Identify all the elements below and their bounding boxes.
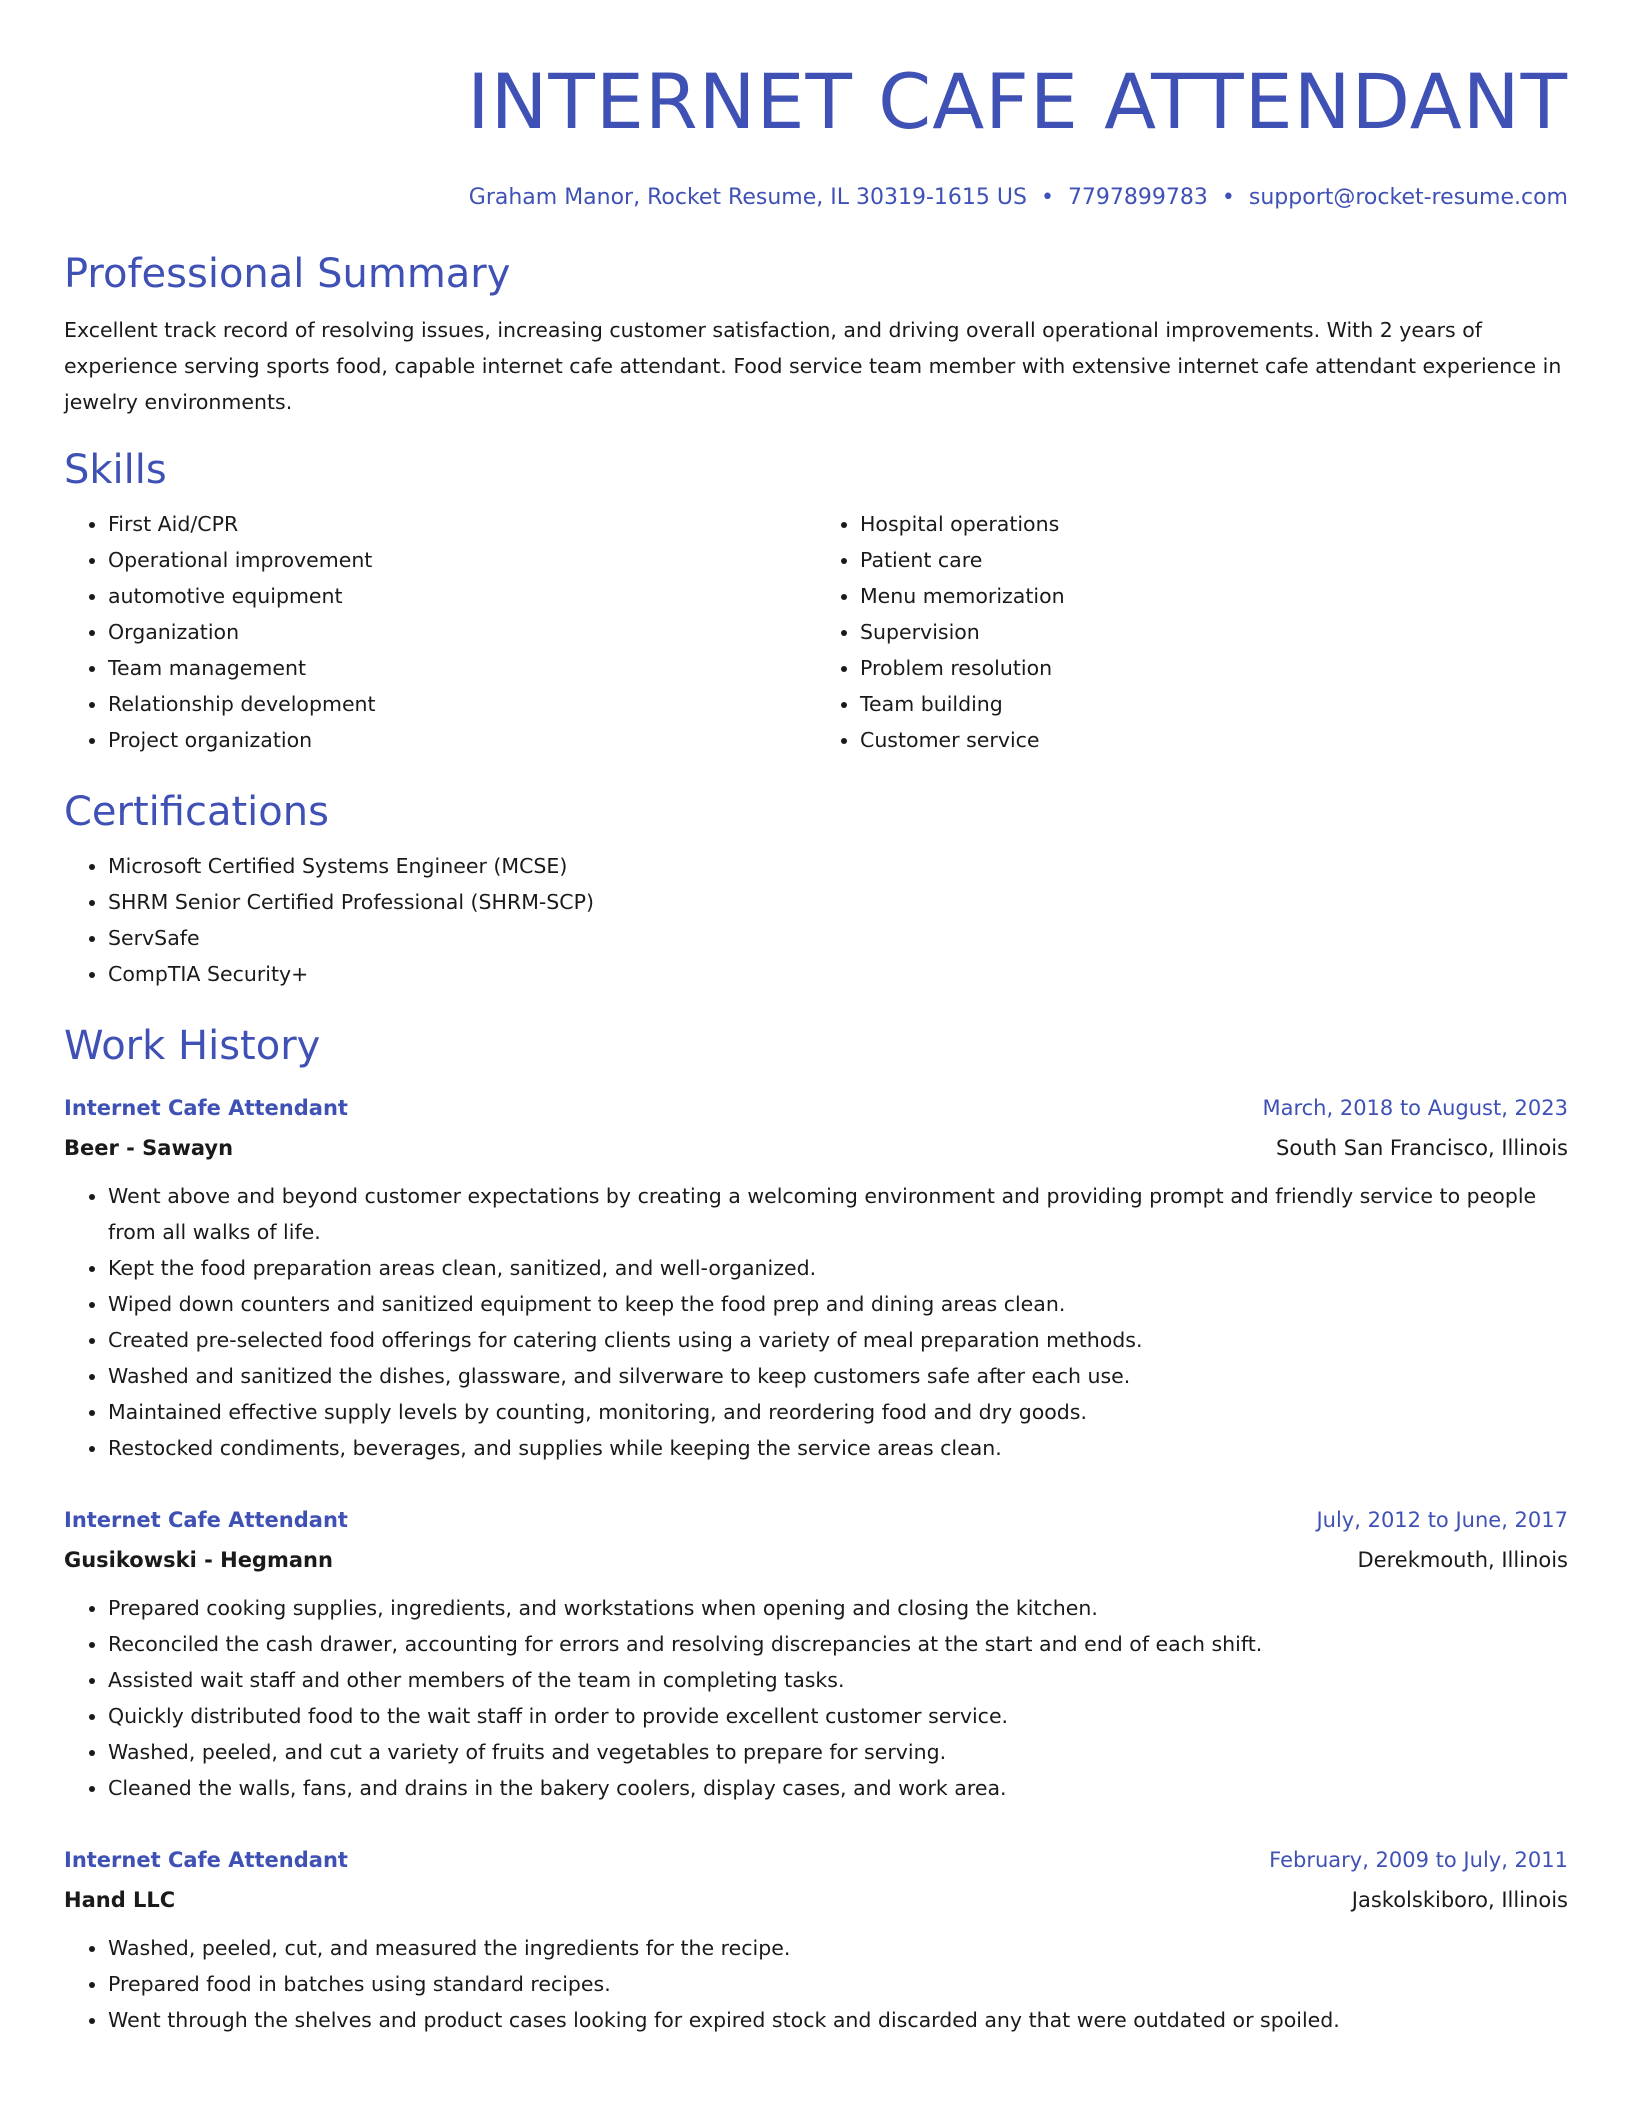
job-entry	[64, 1500, 1568, 1806]
job-bullet: • Washed, peeled, cut, and measured the ingredients for the recipe.	[108, 1930, 1568, 1966]
skill-item: • Team management	[108, 650, 816, 686]
job-entry	[64, 1088, 1568, 1466]
separator-dot: •	[1040, 185, 1054, 210]
job-title: Internet Cafe Attendant	[64, 1848, 348, 1872]
job-bullet: • Wiped down counters and sanitized equipment to keep the food prep and dining areas clean.	[108, 1286, 1568, 1322]
separator-dot: •	[1221, 185, 1235, 210]
certification-item: • SHRM Senior Certified Professional (SHRM-SCP)	[108, 884, 1568, 920]
resume-page	[64, 50, 1568, 2038]
skills-list-left	[64, 506, 816, 758]
skill-item: • Organization	[108, 614, 816, 650]
skill-item: • Customer service	[860, 722, 1568, 758]
job-bullet: • Washed, peeled, and cut a variety of fruits and vegetables to prepare for serving.	[108, 1734, 1568, 1770]
job-company-row	[64, 1540, 1568, 1580]
certification-item: • ServSafe	[108, 920, 1568, 956]
job-dates: February, 2009 to July, 2011	[1269, 1848, 1568, 1872]
contact-email[interactable]: support@rocket-resume.com	[1248, 185, 1568, 210]
skills-heading: Skills	[64, 447, 167, 493]
job-bullet: • Went through the shelves and product cases looking for expired stock and discarded any that were outdated or spoiled.	[108, 2002, 1568, 2038]
skill-item: • Supervision	[860, 614, 1568, 650]
job-bullet: • Maintained effective supply levels by counting, monitoring, and reordering food and dry goods.	[108, 1394, 1568, 1430]
contact-address: Graham Manor, Rocket Resume, IL 30319-1615 US	[468, 185, 1027, 210]
job-dates: March, 2018 to August, 2023	[1262, 1096, 1568, 1120]
job-header-row	[64, 1088, 1568, 1128]
contact-phone: 7797899783	[1067, 185, 1208, 210]
job-bullet: • Kept the food preparation areas clean, sanitized, and well-organized.	[108, 1250, 1568, 1286]
job-company: Hand LLC	[64, 1888, 176, 1912]
job-header-row	[64, 1840, 1568, 1880]
job-bullet: • Restocked condiments, beverages, and supplies while keeping the service areas clean.	[108, 1430, 1568, 1466]
skills-columns	[64, 506, 1568, 758]
resume-name: INTERNET CAFE ATTENDANT	[467, 57, 1568, 146]
job-bullet: • Went above and beyond customer expectations by creating a welcoming environment and providing prompt and friendly service to people from all walks of life.	[108, 1178, 1568, 1250]
job-bullet: • Reconciled the cash drawer, accounting for errors and resolving discrepancies at the start and end of each shift.	[108, 1626, 1568, 1662]
job-bullets	[64, 1178, 1568, 1466]
skill-item: • Menu memorization	[860, 578, 1568, 614]
skill-item: • First Aid/CPR	[108, 506, 816, 542]
job-bullet: • Cleaned the walls, fans, and drains in the bakery coolers, display cases, and work area.	[108, 1770, 1568, 1806]
job-location: South San Francisco, Illinois	[1276, 1136, 1568, 1160]
certification-item: • Microsoft Certified Systems Engineer (MCSE)	[108, 848, 1568, 884]
job-bullet: • Washed and sanitized the dishes, glassware, and silverware to keep customers safe after each use.	[108, 1358, 1568, 1394]
job-bullet: • Created pre-selected food offerings for catering clients using a variety of meal preparation methods.	[108, 1322, 1568, 1358]
summary-text: Excellent track record of resolving issues, increasing customer satisfaction, and driving overall operational improvements. With 2 years of experience serving sports food, capable internet cafe attendant. Food service team member with extensive internet cafe attendant experience in jewelry environments.	[64, 318, 1562, 414]
job-dates: July, 2012 to June, 2017	[1316, 1508, 1568, 1532]
skill-item: • Project organization	[108, 722, 816, 758]
job-location: Derekmouth, Illinois	[1357, 1548, 1568, 1572]
skill-item: • Operational improvement	[108, 542, 816, 578]
job-company-row	[64, 1880, 1568, 1920]
skills-list-right	[816, 506, 1568, 758]
certifications-list	[64, 848, 1568, 992]
skill-item: • Team building	[860, 686, 1568, 722]
certifications-heading: Certifications	[64, 789, 329, 835]
job-title: Internet Cafe Attendant	[64, 1508, 348, 1532]
job-bullet: • Assisted wait staff and other members of the team in completing tasks.	[108, 1662, 1568, 1698]
contact-line	[64, 180, 1568, 216]
job-company: Beer - Sawayn	[64, 1136, 234, 1160]
job-header-row	[64, 1500, 1568, 1540]
certification-item: • CompTIA Security+	[108, 956, 1568, 992]
summary-heading: Professional Summary	[64, 251, 511, 297]
skill-item: • Hospital operations	[860, 506, 1568, 542]
job-entry	[64, 1840, 1568, 2038]
job-bullets	[64, 1930, 1568, 2038]
job-company: Gusikowski - Hegmann	[64, 1548, 333, 1572]
skill-item: • Relationship development	[108, 686, 816, 722]
job-bullet: • Prepared food in batches using standard recipes.	[108, 1966, 1568, 2002]
job-location: Jaskolskiboro, Illinois	[1351, 1888, 1568, 1912]
job-bullets	[64, 1590, 1568, 1806]
work-history-heading: Work History	[64, 1023, 321, 1069]
job-bullet: • Prepared cooking supplies, ingredients, and workstations when opening and closing the kitchen.	[108, 1590, 1568, 1626]
skill-item: • automotive equipment	[108, 578, 816, 614]
skill-item: • Problem resolution	[860, 650, 1568, 686]
skill-item: • Patient care	[860, 542, 1568, 578]
job-title: Internet Cafe Attendant	[64, 1096, 348, 1120]
job-bullet: • Quickly distributed food to the wait staff in order to provide excellent customer service.	[108, 1698, 1568, 1734]
job-company-row	[64, 1128, 1568, 1168]
